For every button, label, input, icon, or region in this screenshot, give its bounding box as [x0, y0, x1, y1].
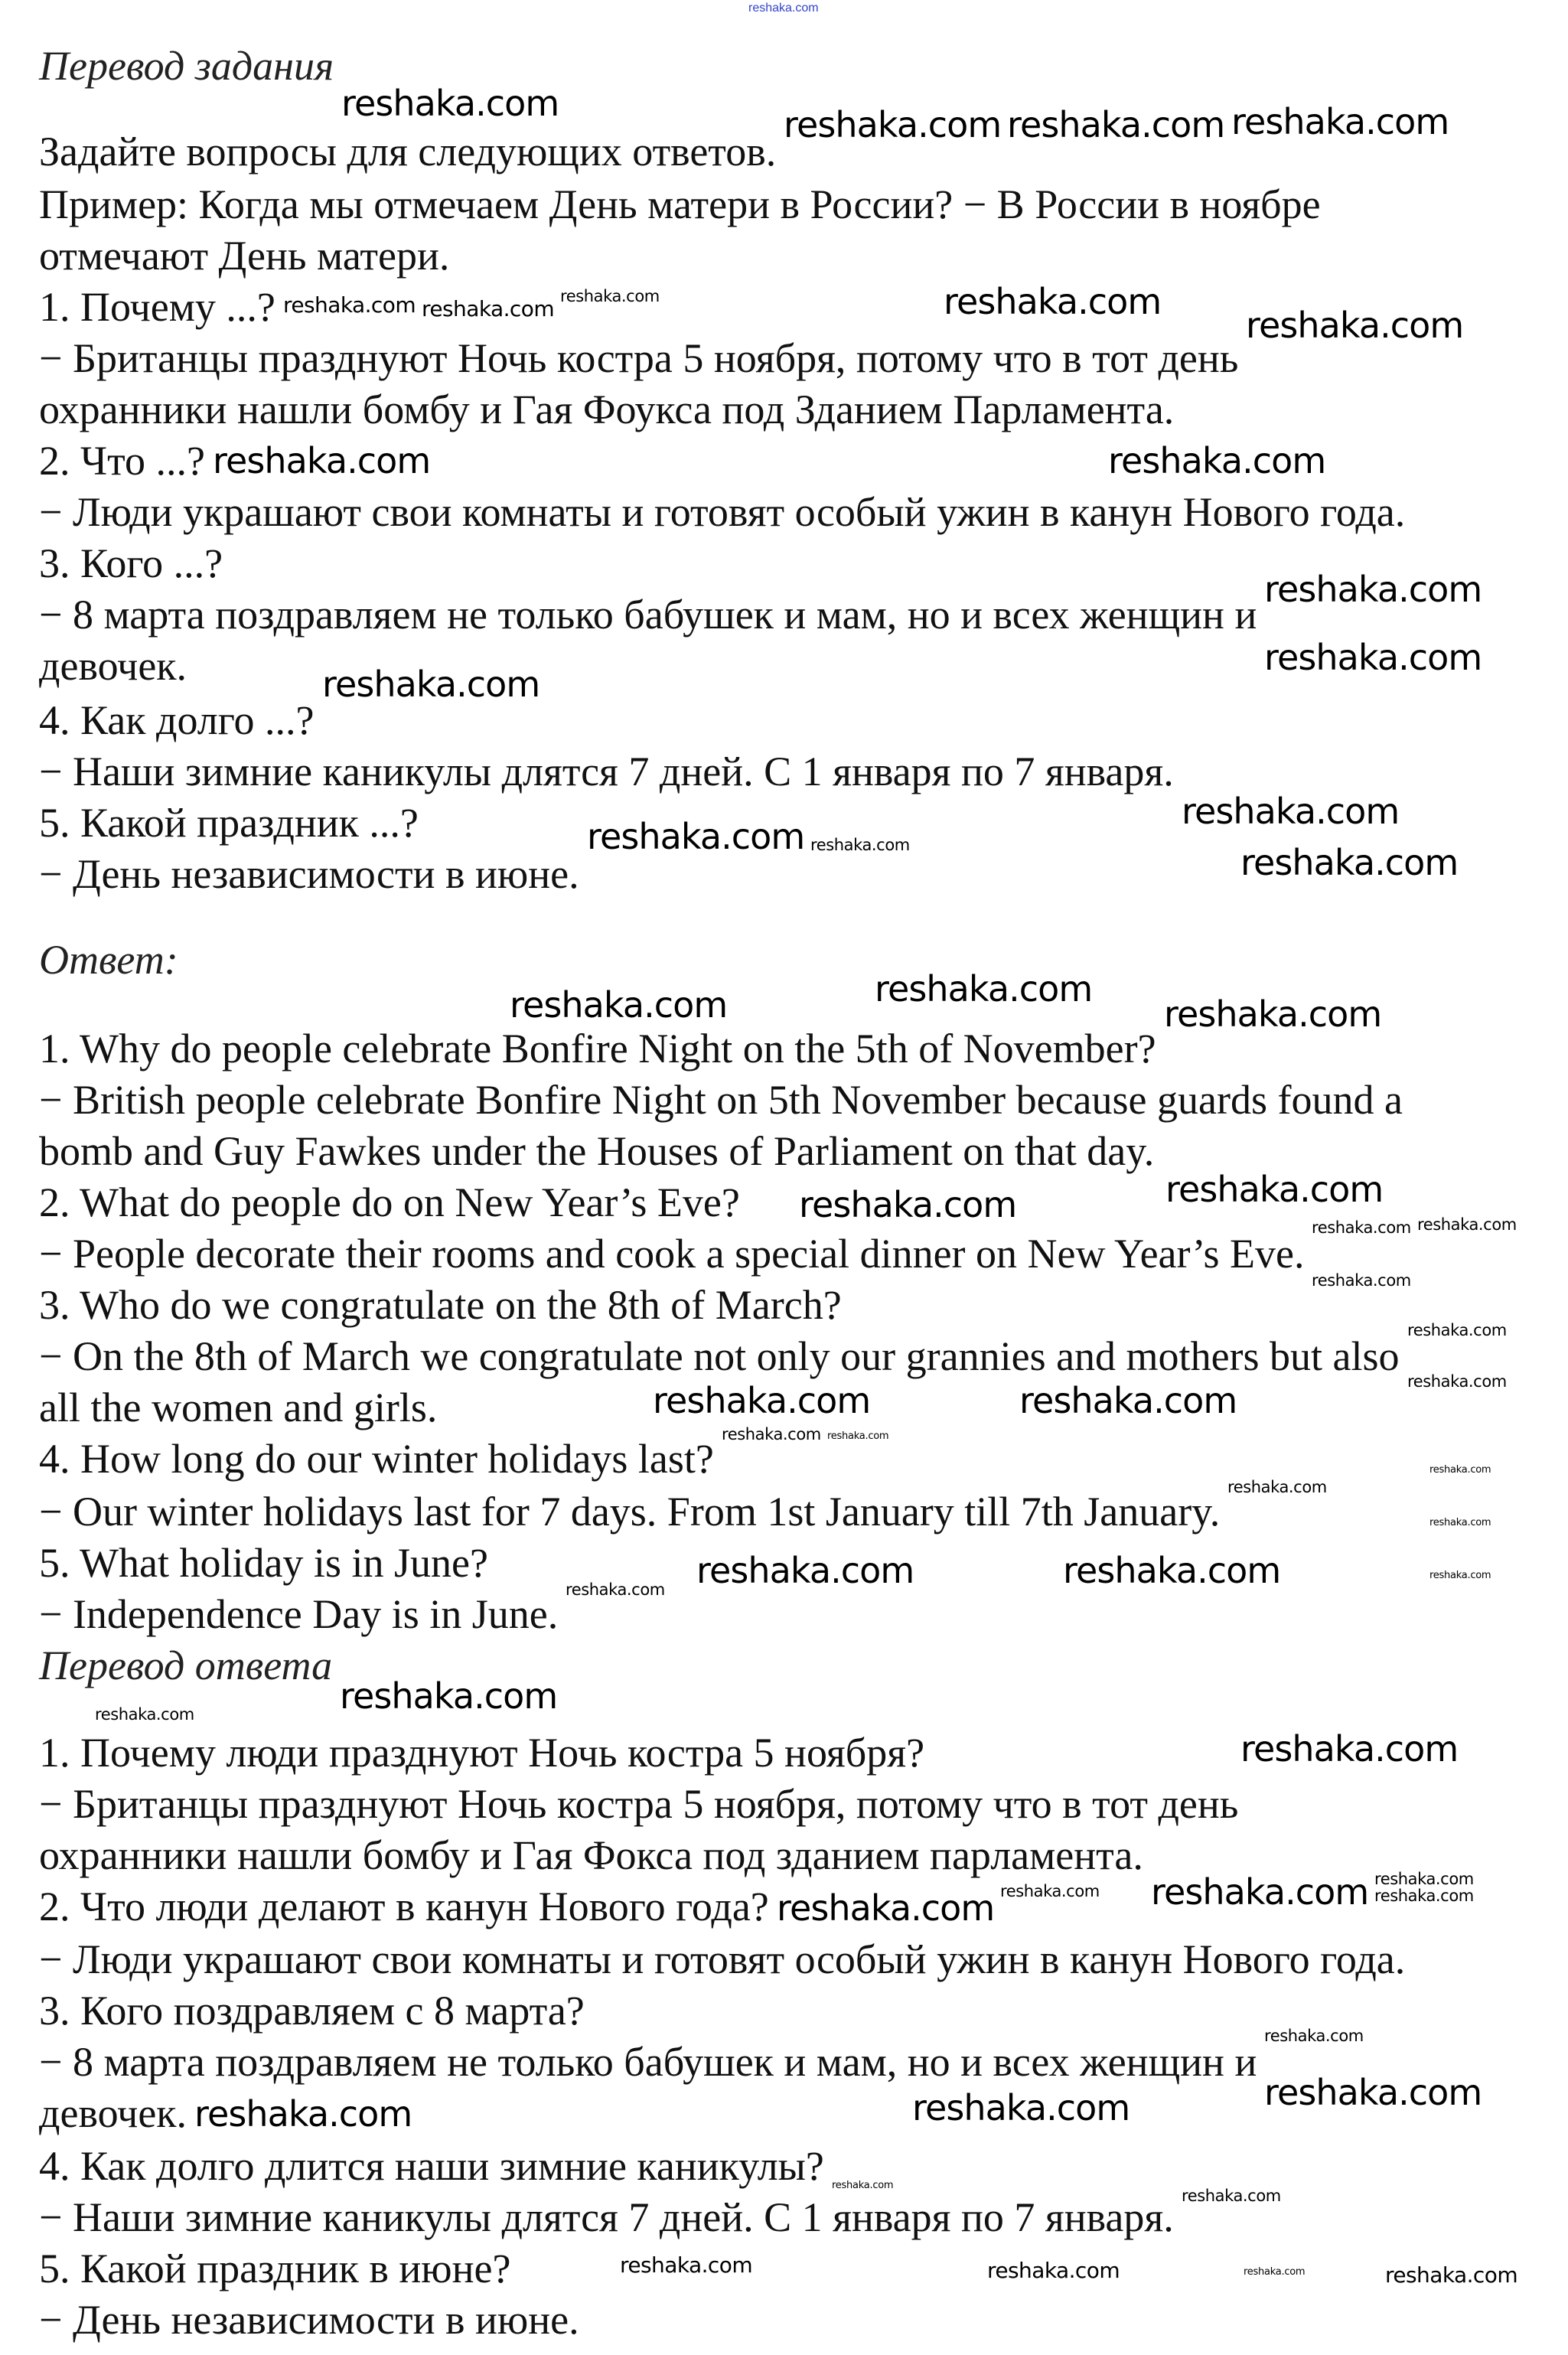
text-line: отмечают День матери. [39, 233, 450, 279]
text-line: 4. Как долго длится наши зимние каникулы? [39, 2143, 824, 2189]
text-line: − Наши зимние каникулы длятся 7 дней. С 1 января по 7 января. [39, 2194, 1174, 2240]
text-line: − On the 8th of March we congratulate not only our grannies and mothers but also [39, 1333, 1400, 1379]
section-heading-answer-translation: Перевод ответа [39, 1642, 333, 1688]
watermark: reshaka.com [1240, 842, 1459, 883]
watermark: reshaka.com [875, 968, 1093, 1010]
watermark: reshaka.com [95, 1705, 194, 1724]
watermark: reshaka.com [587, 816, 805, 857]
text-line: − 8 марта поздравляем не только бабушек и мам, но и всех женщин и [39, 2039, 1257, 2085]
text-line: 3. Who do we congratulate on the 8th of March? [39, 1282, 842, 1328]
watermark: reshaka.com [341, 83, 559, 124]
watermark: reshaka.com [1429, 1517, 1491, 1528]
watermark: reshaka.com [912, 2087, 1130, 2128]
watermark: reshaka.com [510, 984, 728, 1026]
site-link[interactable]: reshaka.com [748, 2, 819, 15]
watermark: reshaka.com [1164, 993, 1382, 1035]
text-line: 2. Что люди делают в канун Нового года? [39, 1884, 769, 1929]
text-line: 2. What do people do on New Year’s Eve? [39, 1179, 740, 1225]
text-line: 3. Кого ...? [39, 540, 223, 586]
text-line: Пример: Когда мы отмечаем День матери в России? − В России в ноябре [39, 181, 1321, 227]
watermark: reshaka.com [810, 836, 910, 854]
watermark: reshaka.com [1227, 1478, 1327, 1496]
text-line: − Британцы празднуют Ночь костра 5 ноября, потому что в тот день [39, 335, 1239, 381]
watermark: reshaka.com [322, 664, 540, 705]
text-line: 1. Почему ...? [39, 284, 275, 330]
watermark: reshaka.com [283, 292, 416, 318]
section-heading-task-translation: Перевод задания [39, 43, 334, 89]
text-line: охранники нашли бомбу и Гая Фокса под зданием парламента. [39, 1832, 1143, 1878]
watermark: reshaka.com [1151, 1871, 1369, 1913]
watermark: reshaka.com [1264, 637, 1482, 678]
watermark: reshaka.com [987, 2258, 1120, 2283]
watermark: reshaka.com [566, 1580, 665, 1599]
watermark: reshaka.com [1429, 1464, 1491, 1476]
watermark: reshaka.com [1063, 1550, 1281, 1591]
watermark: reshaka.com [784, 104, 1002, 145]
watermark: reshaka.com [1000, 1882, 1100, 1900]
watermark: reshaka.com [1407, 1372, 1507, 1391]
watermark: reshaka.com [799, 1184, 1017, 1225]
text-line: 4. How long do our winter holidays last? [39, 1436, 714, 1482]
text-line: − Independence Day is in June. [39, 1591, 559, 1637]
watermark: reshaka.com [832, 2180, 894, 2191]
watermark: reshaka.com [827, 1430, 889, 1442]
text-line: bomb and Guy Fawkes under the Houses of Parliament on that day. [39, 1128, 1155, 1174]
watermark: reshaka.com [1182, 791, 1400, 832]
text-line: − British people celebrate Bonfire Night on 5th November because guards found a [39, 1077, 1403, 1123]
watermark: reshaka.com [777, 1887, 995, 1929]
watermark: reshaka.com [560, 287, 660, 305]
watermark: reshaka.com [213, 440, 431, 481]
watermark: reshaka.com [1240, 1728, 1459, 1770]
watermark: reshaka.com [944, 281, 1162, 322]
watermark: reshaka.com [1108, 440, 1326, 481]
watermark: reshaka.com [1374, 1870, 1474, 1888]
text-line: девочек. [39, 643, 187, 689]
watermark: reshaka.com [1417, 1215, 1517, 1234]
text-line: охранники нашли бомбу и Гая Фоукса под Зданием Парламента. [39, 387, 1175, 432]
watermark: reshaka.com [1407, 1321, 1507, 1339]
text-line: 4. Как долго ...? [39, 697, 315, 743]
watermark: reshaka.com [696, 1550, 914, 1591]
watermark: reshaka.com [422, 296, 555, 321]
watermark: reshaka.com [722, 1425, 821, 1443]
text-line: − День независимости в июне. [39, 851, 579, 897]
text-line: 1. Why do people celebrate Bonfire Night on the 5th of November? [39, 1026, 1156, 1071]
watermark: reshaka.com [1429, 1570, 1491, 1581]
watermark: reshaka.com [340, 1675, 558, 1717]
watermark: reshaka.com [1231, 101, 1449, 142]
text-line: all the women and girls. [39, 1385, 438, 1430]
watermark: reshaka.com [1264, 569, 1482, 610]
text-line: девочек. [39, 2090, 187, 2136]
watermark: reshaka.com [1019, 1380, 1237, 1421]
watermark: reshaka.com [1165, 1169, 1384, 1210]
text-line: 5. Какой праздник ...? [39, 800, 419, 846]
text-line: − Люди украшают свои комнаты и готовят особый ужин в канун Нового года. [39, 489, 1406, 535]
text-line: − Our winter holidays last for 7 days. From 1st January till 7th January. [39, 1489, 1221, 1535]
text-line: − День независимости в июне. [39, 2297, 579, 2343]
watermark: reshaka.com [1007, 104, 1225, 145]
watermark: reshaka.com [194, 2093, 412, 2135]
watermark: reshaka.com [1312, 1218, 1411, 1237]
watermark: reshaka.com [1246, 305, 1464, 346]
watermark: reshaka.com [620, 2252, 753, 2278]
watermark: reshaka.com [1385, 2262, 1518, 2288]
watermark: reshaka.com [1264, 2027, 1364, 2045]
text-line: − Люди украшают свои комнаты и готовят особый ужин в канун Нового года. [39, 1936, 1406, 1982]
watermark: reshaka.com [653, 1380, 871, 1421]
watermark: reshaka.com [1374, 1887, 1474, 1905]
text-line: Задайте вопросы для следующих ответов. [39, 129, 777, 175]
section-heading-answer: Ответ: [39, 937, 178, 983]
text-line: − People decorate their rooms and cook a special dinner on New Year’s Eve. [39, 1231, 1305, 1277]
text-line: 5. Какой праздник в июне? [39, 2246, 511, 2291]
watermark: reshaka.com [1264, 2072, 1482, 2113]
text-line: 1. Почему люди празднуют Ночь костра 5 ноября? [39, 1730, 925, 1776]
watermark: reshaka.com [1312, 1271, 1411, 1290]
text-line: − 8 марта поздравляем не только бабушек и мам, но и всех женщин и [39, 592, 1257, 638]
text-line: − Наши зимние каникулы длятся 7 дней. С 1 января по 7 января. [39, 749, 1174, 794]
text-line: 3. Кого поздравляем с 8 марта? [39, 1988, 585, 2034]
text-line: 5. What holiday is in June? [39, 1540, 488, 1586]
watermark: reshaka.com [1244, 2266, 1306, 2278]
text-line: 2. Что ...? [39, 438, 205, 484]
watermark: reshaka.com [1182, 2187, 1281, 2205]
text-line: − Британцы празднуют Ночь костра 5 ноября, потому что в тот день [39, 1781, 1239, 1827]
